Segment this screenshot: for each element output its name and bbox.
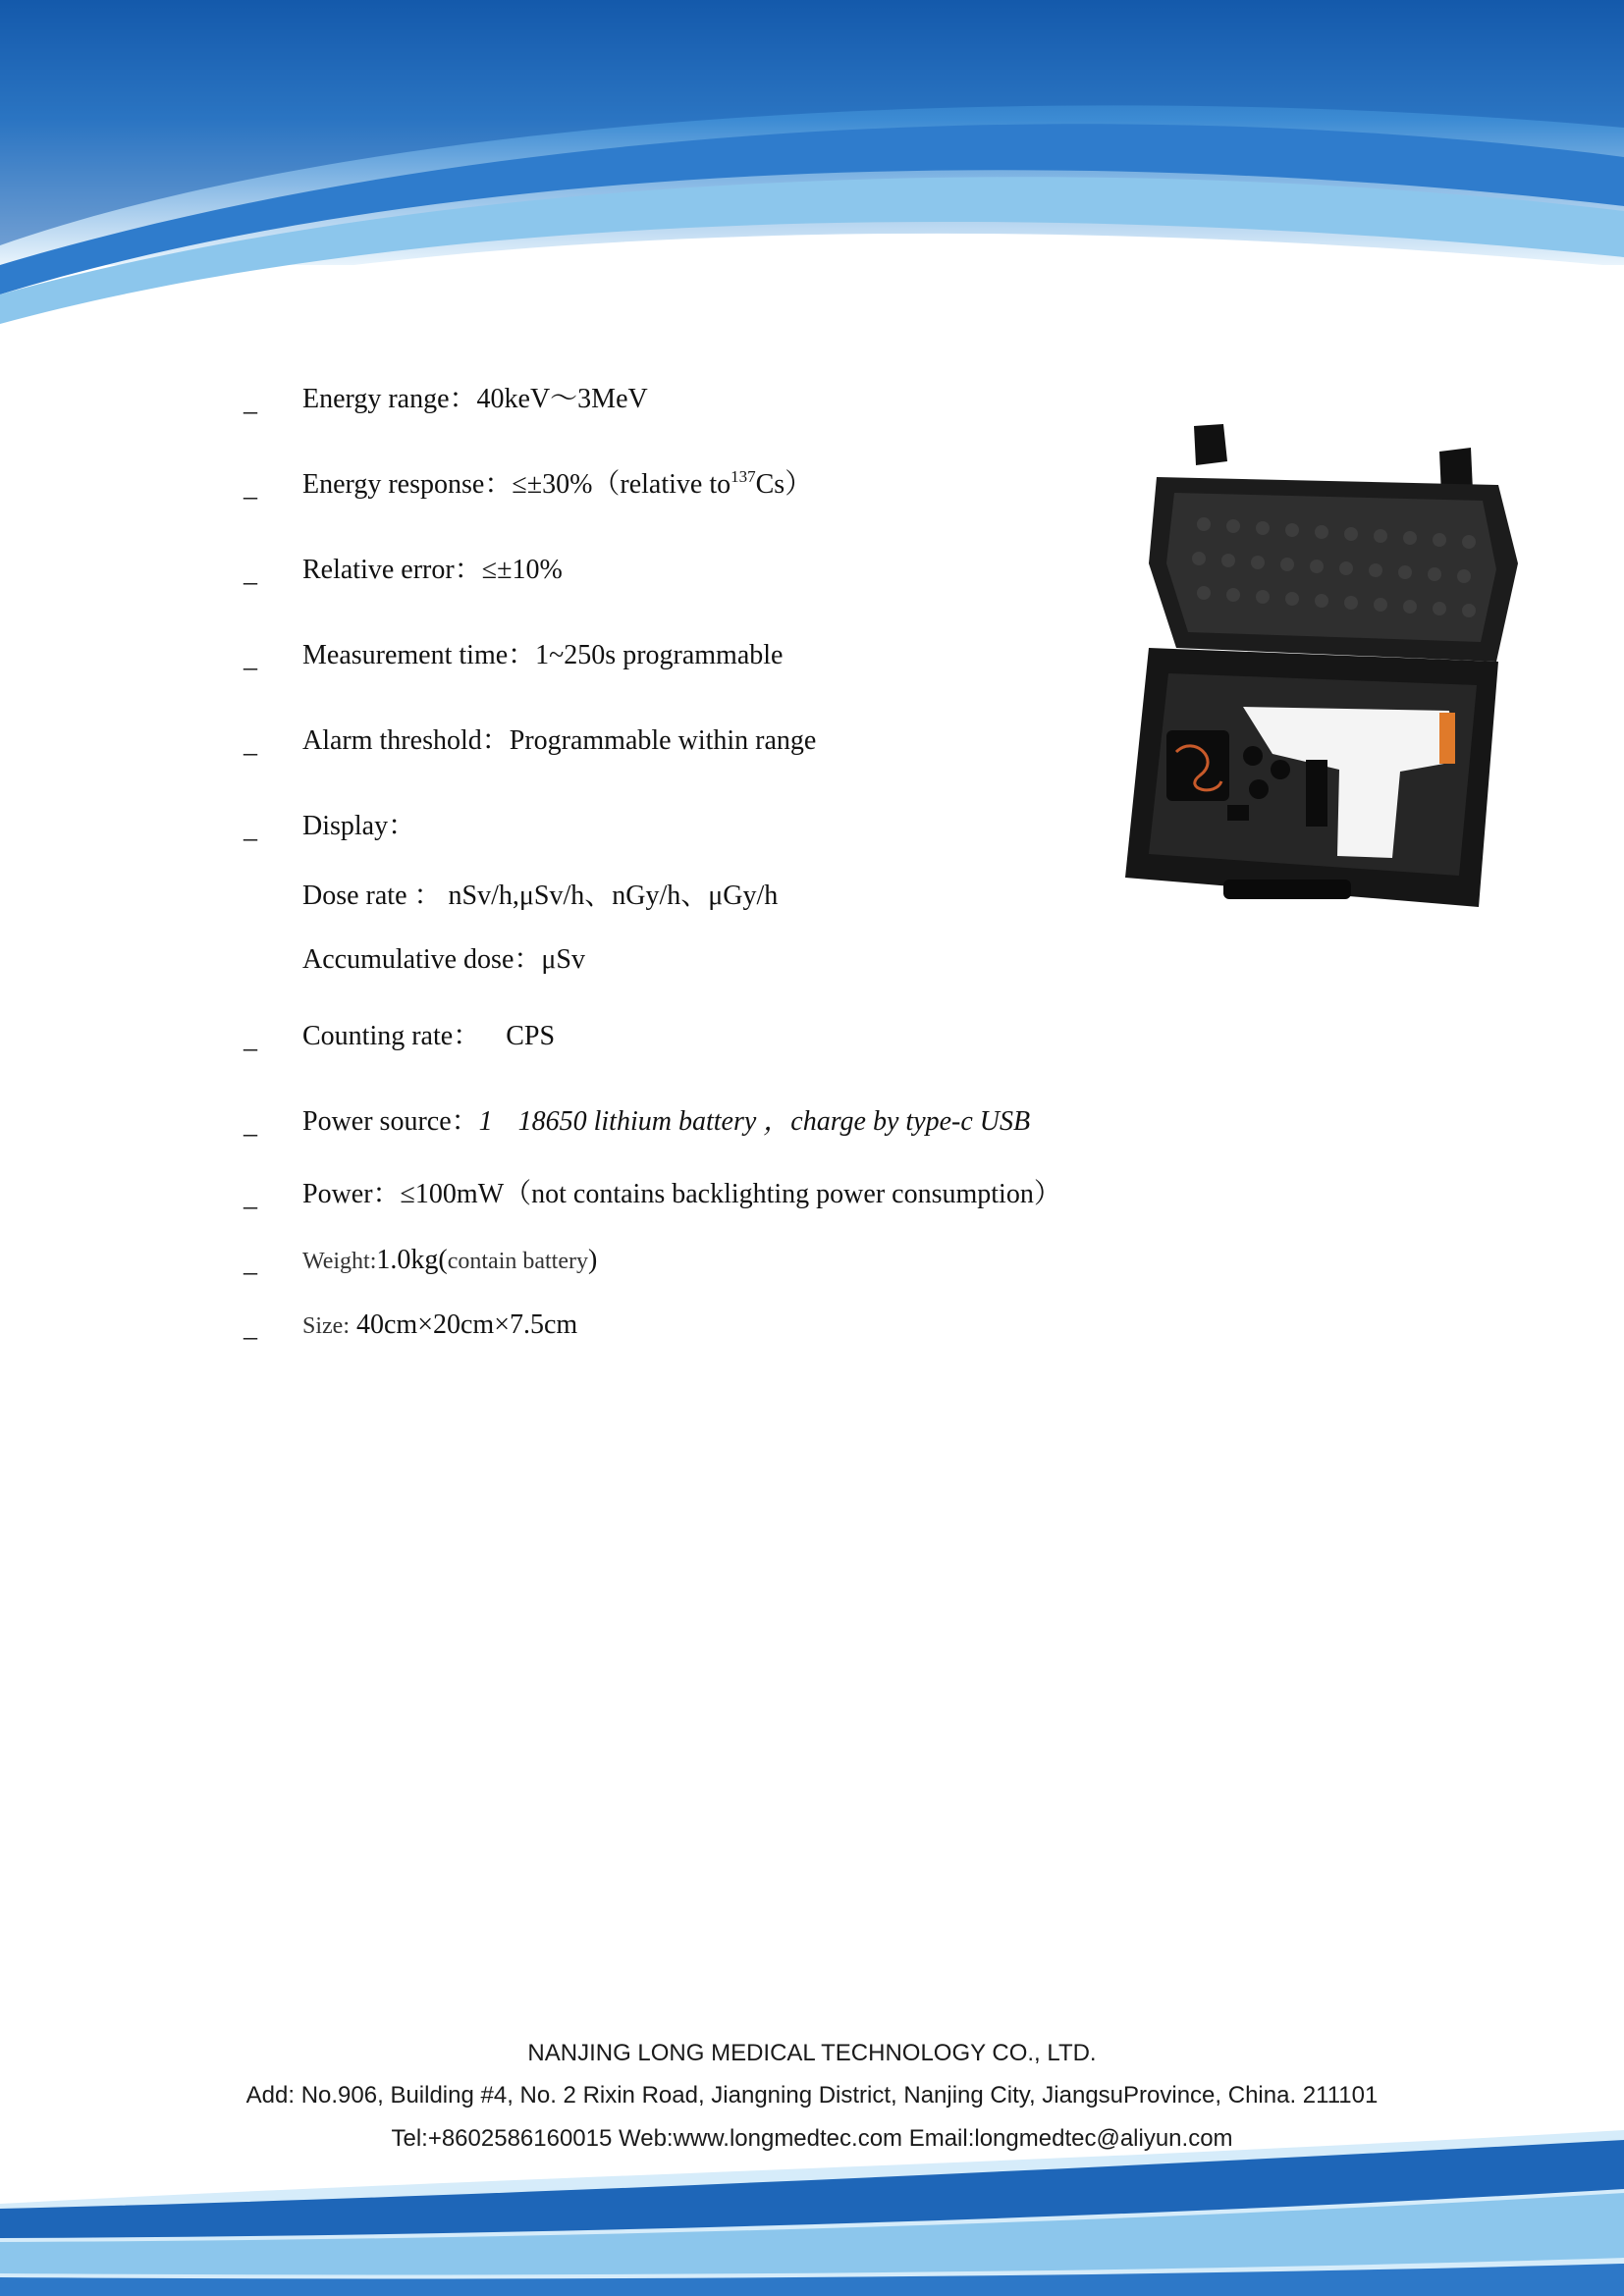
spec-value: μSv <box>541 944 585 975</box>
spec-label: Power： <box>302 1179 401 1209</box>
spec-value: 1 <box>478 1106 493 1137</box>
bullet-marker: _ <box>244 1109 257 1140</box>
spec-relative-error <box>302 554 563 587</box>
spec-label: Energy response： <box>302 469 513 500</box>
bullet-marker: _ <box>244 387 257 417</box>
spec-dose-rate <box>302 880 778 913</box>
spec-label: Display： <box>302 811 416 841</box>
spec-value: nSv/h,μSv/h、nGy/h、μGy/h <box>448 881 779 911</box>
bullet-marker: _ <box>244 814 257 844</box>
spec-label: Relative error： <box>302 555 482 585</box>
spec-note: contain battery <box>447 1249 588 1274</box>
spec-label: Counting rate： <box>302 1021 481 1051</box>
footer-company-name: NANJING LONG MEDICAL TECHNOLOGY CO., LTD. <box>527 2040 1097 2066</box>
footer-address: Add: No.906, Building #4, No. 2 Rixin Road, Jiangning District, Nanjing City, JiangsuProvince, China. 211101 <box>245 2082 1379 2109</box>
bullet-marker: _ <box>244 1312 257 1343</box>
spec-counting-rate <box>302 1020 555 1053</box>
spec-value-suffix: Cs） <box>755 469 813 500</box>
bullet-marker: _ <box>244 472 257 503</box>
spec-value: CPS <box>506 1021 556 1051</box>
spec-weight <box>302 1244 597 1278</box>
spec-value: 40keV～3MeV <box>476 384 648 414</box>
spec-energy-response <box>302 468 812 502</box>
product-case-photo <box>1106 416 1543 913</box>
bullet-marker: _ <box>244 1024 257 1054</box>
spec-value: ≤±30%（relative to <box>512 469 731 500</box>
spec-value: 40cm×20cm×7.5cm <box>356 1309 578 1340</box>
spec-label: Dose rate ： <box>302 881 442 911</box>
bullet-marker: _ <box>244 728 257 759</box>
isotope-superscript: 137 <box>731 467 756 486</box>
bullet-marker: _ <box>244 1182 257 1212</box>
spec-value: 1~250s programmable <box>535 640 784 670</box>
spec-value: ≤100mW（not contains backlighting power consumption） <box>400 1179 1061 1209</box>
spec-label: Measurement time： <box>302 640 536 670</box>
spec-value: ≤±10% <box>481 555 563 585</box>
spec-size <box>302 1308 577 1343</box>
footer-contact: Tel:+8602586160015 Web:www.longmedtec.com Email:longmedtec@aliyun.com <box>391 2125 1233 2152</box>
footer-wave-banner <box>0 2110 1624 2296</box>
bullet-marker: _ <box>244 643 257 673</box>
bullet-marker: _ <box>244 1248 257 1278</box>
spec-display <box>302 810 415 843</box>
spec-value: 1.0kg( <box>376 1245 448 1275</box>
spec-label: Energy range： <box>302 384 477 414</box>
spec-accumulative-dose <box>302 943 585 977</box>
spec-label: Power source： <box>302 1106 479 1137</box>
spec-label: Accumulative dose： <box>302 944 542 975</box>
bullet-marker: _ <box>244 558 257 588</box>
spec-measurement-time <box>302 639 783 672</box>
spec-value: Programmable within range <box>509 725 817 756</box>
spec-bracket: ) <box>588 1245 598 1275</box>
spec-power-source <box>302 1105 1030 1139</box>
spec-label: Weight: <box>302 1249 377 1274</box>
spec-energy-range <box>302 383 648 416</box>
spec-label: Alarm threshold： <box>302 725 510 756</box>
spec-value-detail: 18650 lithium battery ，charge by type-c USB <box>517 1106 1031 1137</box>
spec-power <box>302 1178 1061 1211</box>
spec-label: Size: <box>302 1313 350 1339</box>
spec-alarm-threshold <box>302 724 816 758</box>
